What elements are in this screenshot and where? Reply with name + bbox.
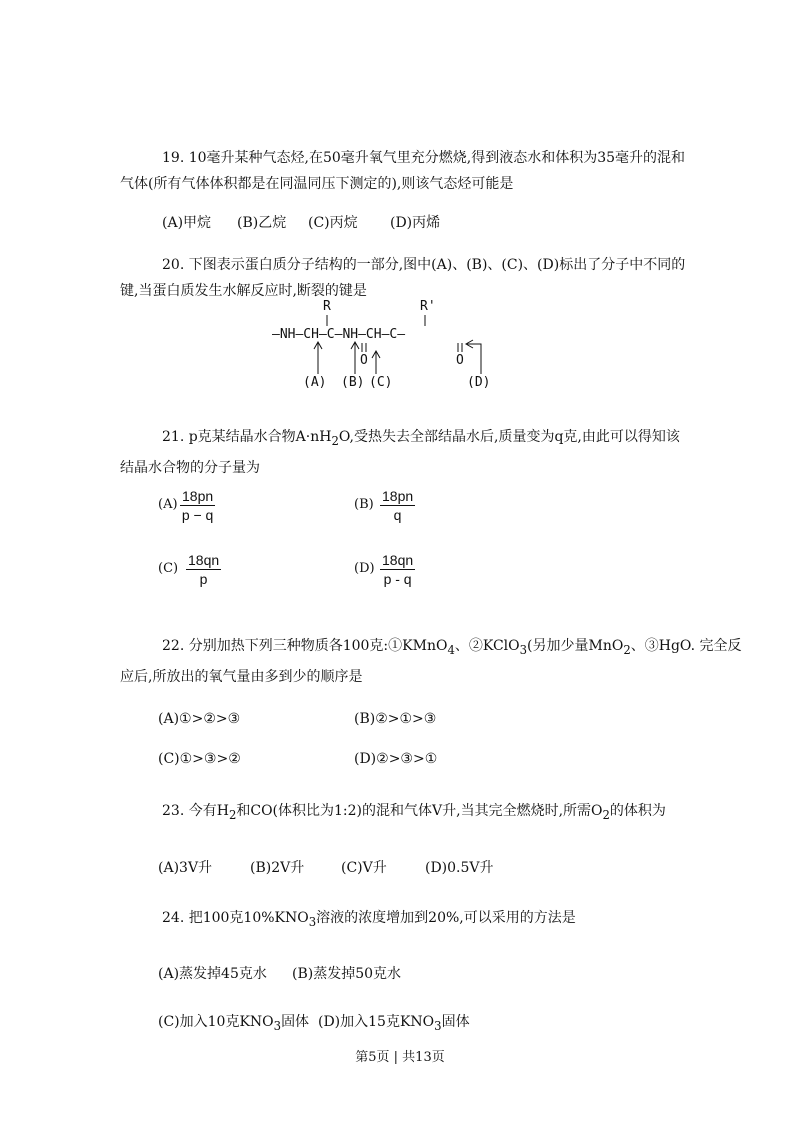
q22-option-d: (D)②>③>① xyxy=(354,751,438,767)
bond-label-d: (D) xyxy=(467,375,491,390)
fraction-denominator: p xyxy=(199,571,208,587)
protein-structure-diagram xyxy=(0,296,800,396)
q21-line1-text-rest: O,受热失去全部结晶水后,质量变为q克,由此可以得知该 xyxy=(338,429,680,445)
q21-option-c-fraction xyxy=(186,551,221,588)
q24-option-a: (A)蒸发掉45克水 xyxy=(158,966,267,982)
q22-text-c: (另加少量MnO xyxy=(527,638,624,654)
q22-text-a: 22. 分别加热下列三种物质各100克:①KMnO xyxy=(162,638,448,654)
q22-option-b: (B)②>①>③ xyxy=(354,711,437,727)
q24-option-d-sub: 3 xyxy=(434,1018,442,1033)
q22-option-c: (C)①>③>② xyxy=(158,751,241,767)
q21-option-a-fraction xyxy=(180,487,215,524)
fraction-denominator: q xyxy=(393,507,402,523)
q24-option-b: (B)蒸发掉50克水 xyxy=(292,966,402,982)
arrow-d xyxy=(467,344,481,374)
q23-text-c: 的体积为 xyxy=(609,803,666,819)
page-footer: 第5页 | 共13页 xyxy=(355,1050,445,1065)
bond-label-c: (C) xyxy=(369,375,393,390)
q20-line1: 20. 下图表示蛋白质分子结构的一部分,图中(A)、(B)、(C)、(D)标出了分子中不同的 xyxy=(162,257,686,273)
q23-option-a: (A)3V升 xyxy=(158,860,213,876)
carbonyl-oxygen-1: O xyxy=(360,353,368,368)
q22-sub-1: 4 xyxy=(447,642,455,657)
q24-line1 xyxy=(162,906,576,934)
bond-label-b: (B) xyxy=(341,375,365,390)
peptide-chain: —NH—CH—C—NH—CH—C— xyxy=(272,327,406,342)
q19-line1: 19. 10毫升某种气态烃,在50毫升氧气里充分燃烧,得到液态水和体积为35毫升的混和 xyxy=(162,150,686,166)
q24-option-d xyxy=(318,1011,470,1033)
fraction-numerator: 18pn xyxy=(382,488,414,504)
q20-line2: 键,当蛋白质发生水解反应时,断裂的键是 xyxy=(120,283,367,299)
fraction-denominator: p − q xyxy=(181,507,214,523)
q21-line2: 结晶水合物的分子量为 xyxy=(120,460,260,476)
bond-label-a: (A) xyxy=(303,375,327,390)
q21-option-d-fraction xyxy=(380,551,415,588)
q21-option-a-label: (A) xyxy=(158,497,178,512)
q24-option-d-tail: 固体 xyxy=(441,1014,470,1030)
q21-line1-text: 21. p克某结晶水合物A·nH xyxy=(162,429,332,445)
q22-text-b: 、②KClO xyxy=(454,638,520,654)
q24-sub-1: 3 xyxy=(308,914,317,929)
r-group-2: R' xyxy=(420,299,436,314)
q24-text-a: 24. 把100克10%KNO xyxy=(162,910,309,926)
q22-line1 xyxy=(162,634,742,662)
q23-sub-1: 2 xyxy=(228,807,237,822)
q23-option-c: (C)V升 xyxy=(341,860,387,876)
q24-option-c-sub: 3 xyxy=(273,1018,282,1033)
q23-sub-2: 2 xyxy=(602,807,610,822)
q23-text-b: 和CO(体积比为1:2)的混和气体V升,当其完全燃烧时,所需O xyxy=(236,803,603,819)
q23-text-a: 23. 今有H xyxy=(162,803,229,819)
q19-option-a: (A)甲烷 xyxy=(162,215,212,231)
q21-option-b-label: (B) xyxy=(354,497,374,512)
q19-line2: 气体(所有气体体积都是在同温同压下测定的),则该气态烃可能是 xyxy=(120,176,514,192)
q21-line1 xyxy=(162,425,680,453)
q22-line2: 应后,所放出的氧气量由多到少的顺序是 xyxy=(120,669,363,685)
q24-option-d-text: (D)加入15克KNO xyxy=(318,1014,435,1030)
q24-option-c-tail: 固体 xyxy=(281,1014,310,1030)
r-group-1: R xyxy=(323,299,331,314)
fraction-denominator: p - q xyxy=(383,571,412,587)
q19-option-c: (C)丙烷 xyxy=(308,215,358,231)
fraction-numerator: 18qn xyxy=(382,552,414,568)
q21-option-d-label: (D) xyxy=(354,561,375,576)
q24-option-c-text: (C)加入10克KNO xyxy=(158,1014,274,1030)
q19-option-b: (B)乙烷 xyxy=(237,215,287,231)
q19-option-d: (D)丙烯 xyxy=(390,215,441,231)
q23-option-b: (B)2V升 xyxy=(250,860,305,876)
q22-option-a: (A)①>②>③ xyxy=(158,711,241,727)
q23-line1 xyxy=(162,799,666,827)
q23-option-d: (D)0.5V升 xyxy=(425,860,494,876)
fraction-numerator: 18pn xyxy=(182,488,214,504)
carbonyl-oxygen-2: O xyxy=(456,353,464,368)
q24-text-b: 溶液的浓度增加到20%,可以采用的方法是 xyxy=(316,910,576,926)
q24-option-c xyxy=(158,1011,309,1033)
q21-option-c-label: (C) xyxy=(158,561,179,576)
q22-text-d: 、③HgO. 完全反 xyxy=(630,638,742,654)
q21-subscript: 2 xyxy=(331,433,339,448)
q22-sub-3: 2 xyxy=(623,642,631,657)
q21-option-b-fraction xyxy=(380,487,415,524)
fraction-numerator: 18qn xyxy=(188,552,220,568)
q22-sub-2: 3 xyxy=(519,642,528,657)
